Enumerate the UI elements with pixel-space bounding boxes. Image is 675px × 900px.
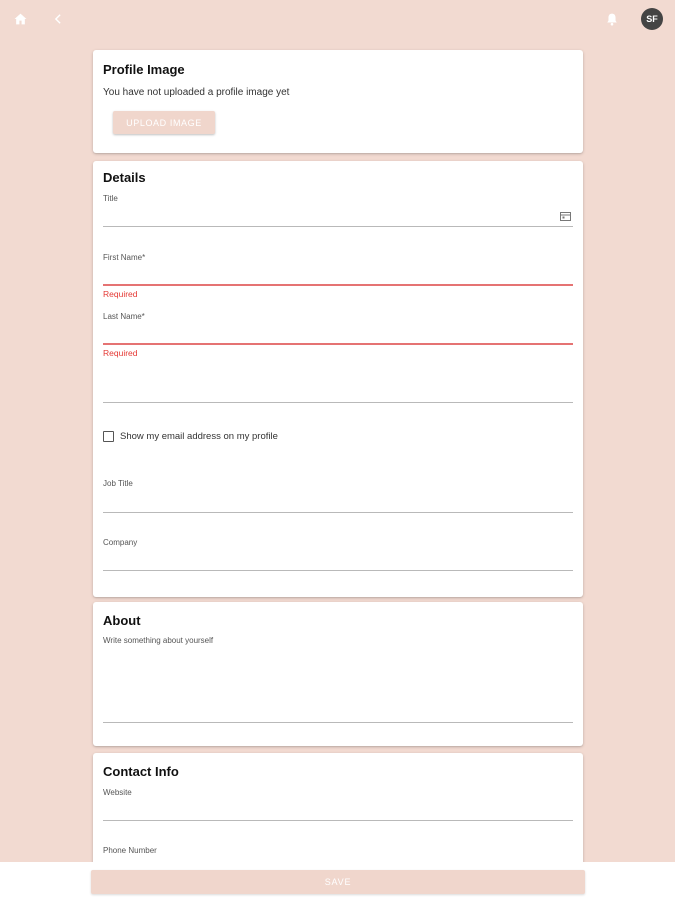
save-bar — [0, 862, 675, 900]
job-title-input[interactable] — [103, 493, 543, 509]
title-field[interactable] — [103, 194, 573, 228]
email-underline — [103, 402, 573, 403]
job-title-field[interactable] — [103, 479, 573, 513]
about-card — [93, 602, 583, 746]
website-field[interactable] — [103, 788, 573, 822]
website-underline — [103, 820, 573, 821]
first-name-error: Required — [103, 289, 138, 299]
last-name-underline — [103, 343, 573, 345]
show-email-label: Show my email address on my profile — [120, 431, 278, 442]
first-name-field[interactable] — [103, 253, 573, 299]
last-name-error: Required — [103, 348, 138, 358]
calendar-icon[interactable] — [560, 208, 571, 218]
company-label: Company — [103, 538, 138, 547]
contact-info-title: Contact Info — [103, 764, 179, 779]
email-field[interactable] — [103, 381, 573, 405]
company-underline — [103, 570, 573, 571]
phone-label: Phone Number — [103, 846, 157, 855]
title-underline — [103, 226, 573, 227]
first-name-input[interactable] — [103, 267, 543, 283]
save-button[interactable]: SAVE — [91, 870, 585, 894]
top-bar — [0, 0, 675, 38]
upload-image-button[interactable]: UPLOAD IMAGE — [113, 111, 215, 134]
last-name-input[interactable] — [103, 326, 543, 342]
home-icon[interactable] — [11, 10, 29, 28]
profile-image-message: You have not uploaded a profile image yet — [103, 87, 290, 98]
title-label: Title — [103, 194, 118, 203]
details-title: Details — [103, 170, 146, 185]
email-input[interactable] — [103, 383, 543, 399]
title-input[interactable] — [103, 208, 543, 224]
show-email-checkbox[interactable] — [103, 431, 114, 442]
about-underline — [103, 722, 573, 723]
show-email-row[interactable] — [103, 431, 278, 442]
company-input[interactable] — [103, 552, 543, 568]
company-field[interactable] — [103, 538, 573, 572]
job-title-underline — [103, 512, 573, 513]
last-name-label: Last Name* — [103, 312, 145, 321]
last-name-field[interactable] — [103, 312, 573, 358]
first-name-label: First Name* — [103, 253, 146, 262]
profile-image-title: Profile Image — [103, 62, 185, 77]
job-title-label: Job Title — [103, 479, 133, 488]
first-name-underline — [103, 284, 573, 286]
profile-image-card — [93, 50, 583, 153]
chevron-left-icon[interactable] — [49, 10, 67, 28]
about-textarea[interactable] — [103, 650, 543, 720]
about-title: About — [103, 613, 141, 628]
about-field[interactable] — [103, 636, 573, 726]
website-label: Website — [103, 788, 132, 797]
website-input[interactable] — [103, 802, 543, 818]
bell-icon[interactable] — [603, 10, 621, 28]
details-card — [93, 161, 583, 597]
about-label: Write something about yourself — [103, 636, 214, 645]
avatar[interactable]: SF — [641, 8, 663, 30]
